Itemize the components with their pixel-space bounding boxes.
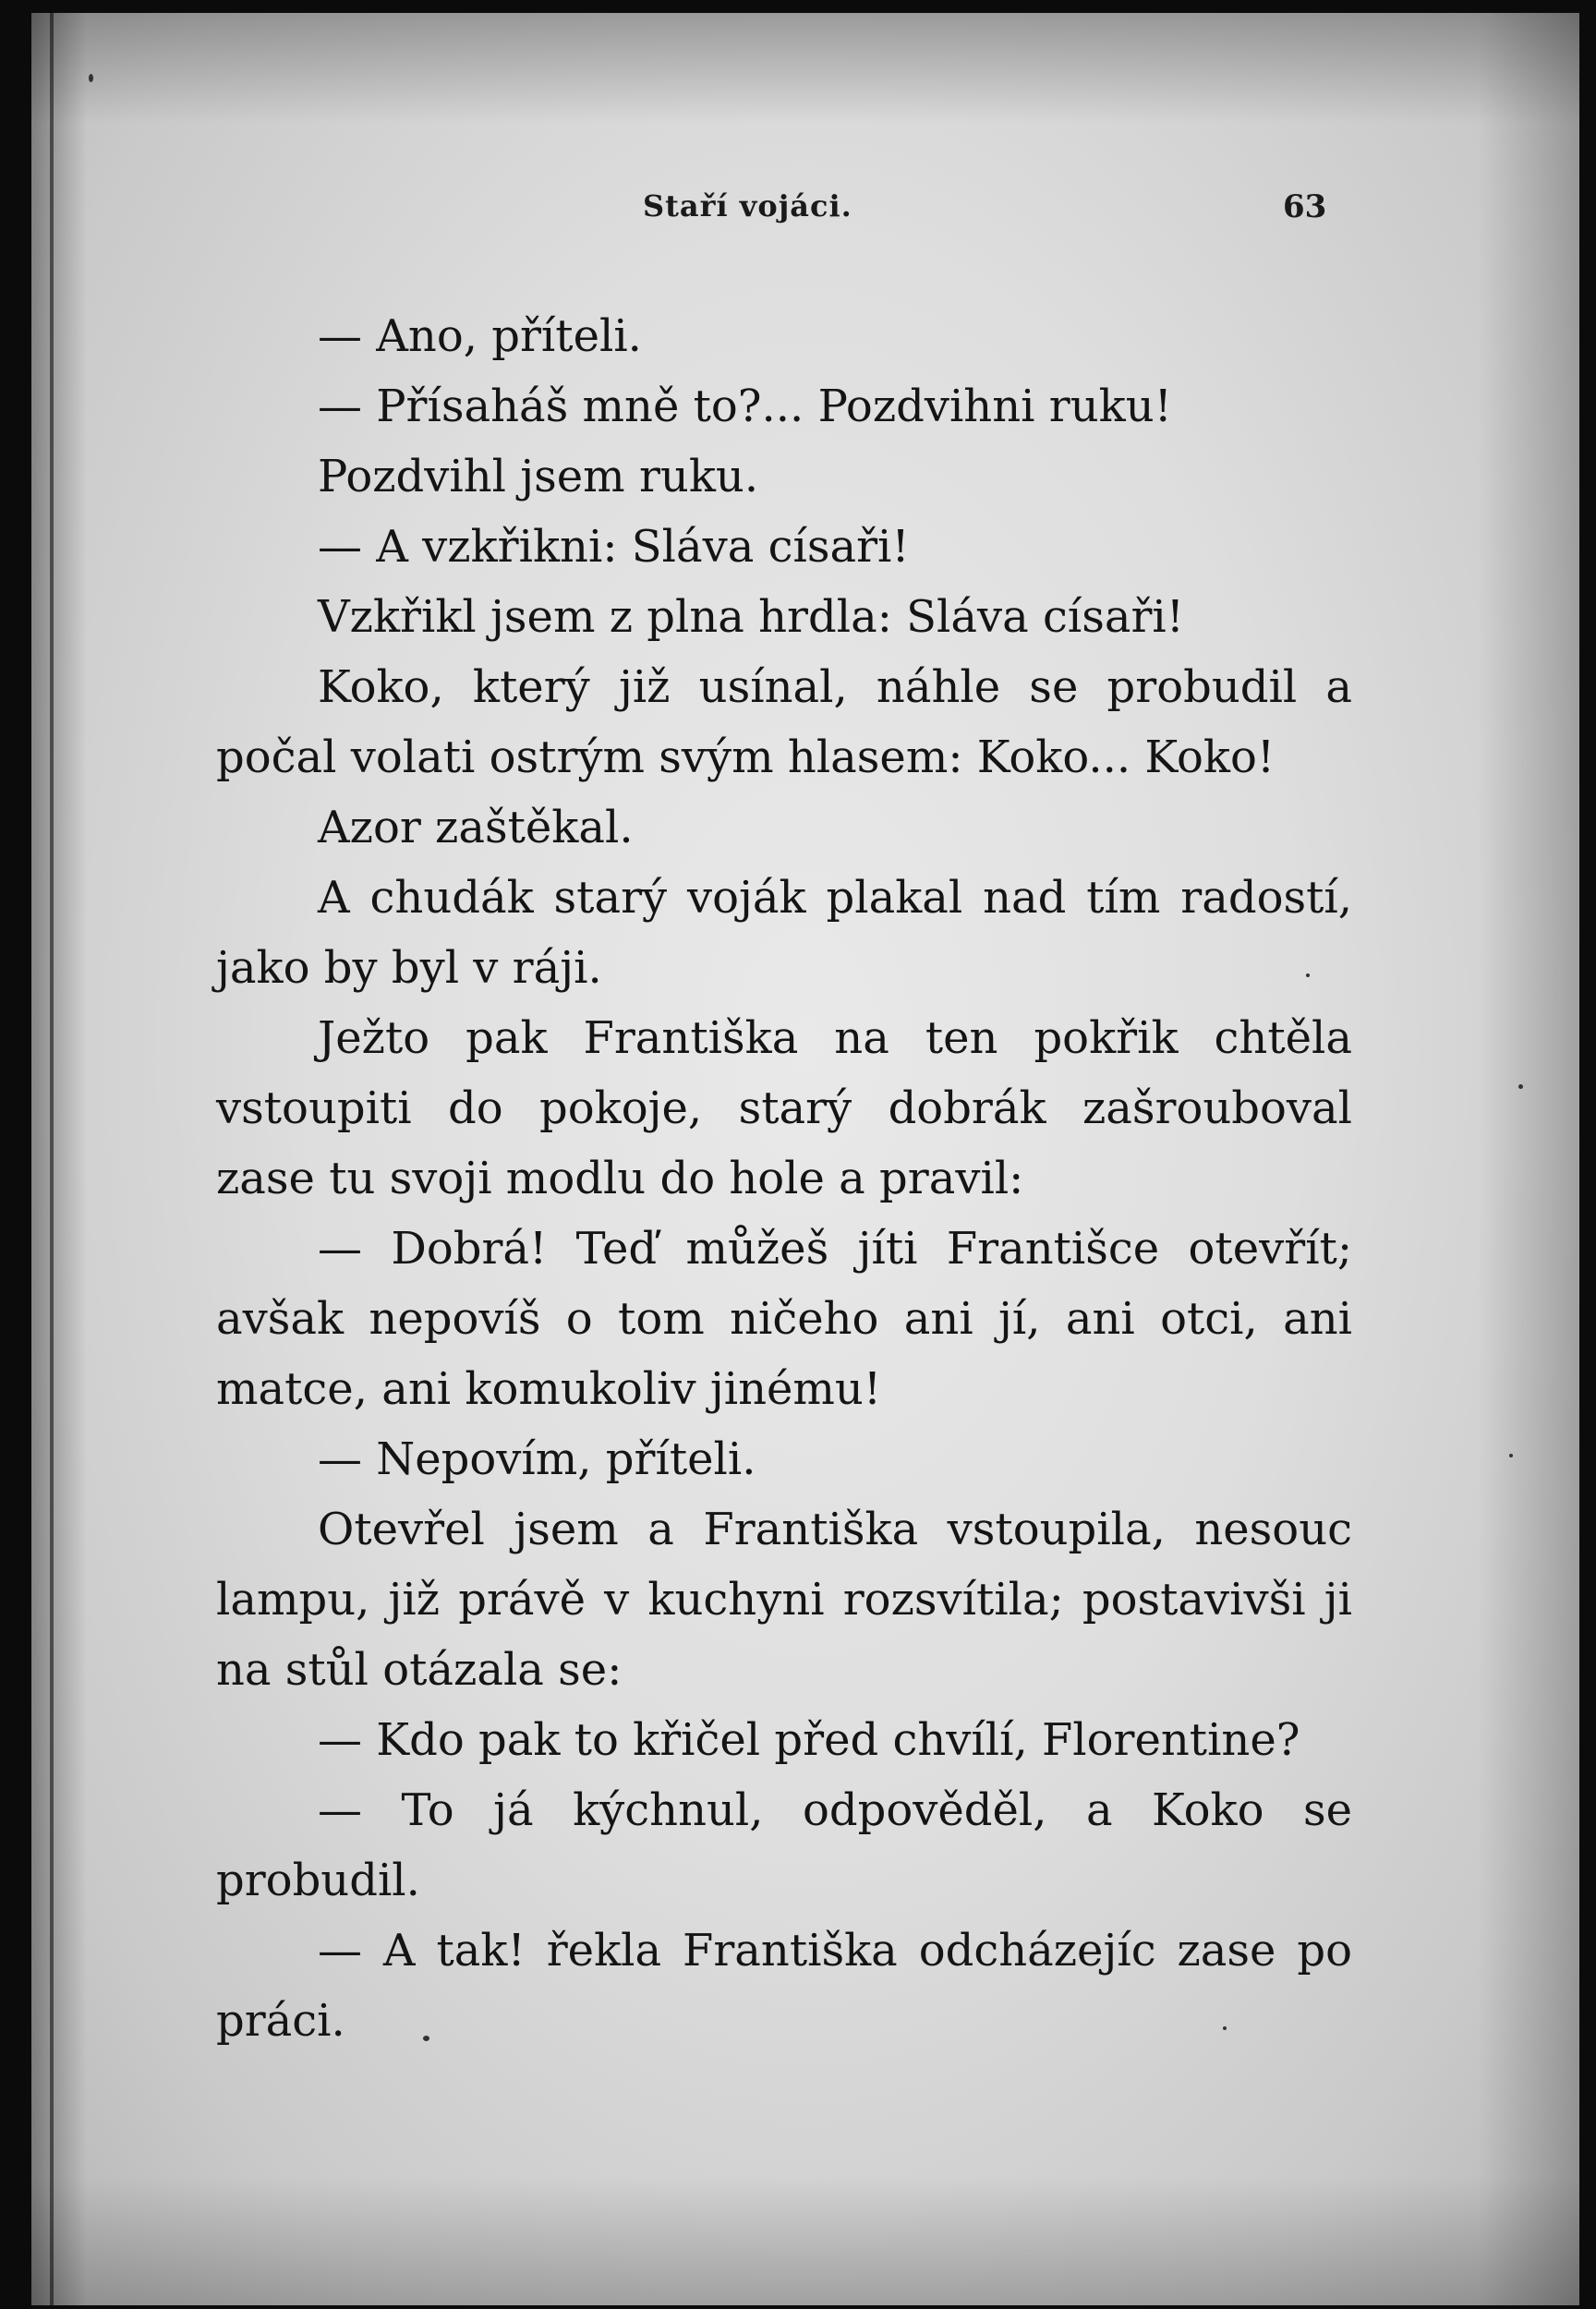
paragraph: A chudák starý voják plakal nad tím radostí, jako by byl v ráji. <box>216 872 1352 994</box>
paragraph: — A vzkřikni: Sláva císaři! <box>318 521 910 573</box>
book-page <box>31 13 1579 2305</box>
page-shadow-bottom <box>31 2176 1579 2305</box>
paragraph: Vzkřikl jsem z plna hrdla: Sláva císaři! <box>318 591 1185 643</box>
running-title: Staří vojáci. <box>643 188 852 224</box>
page-shadow-left <box>31 13 87 2305</box>
paragraph: Otevřel jsem a Františka vstoupila, nesouc lampu, již právě v kuchyni rozsvítila; postavivši ji na stůl otázala se: <box>216 1504 1352 1696</box>
paragraph: — Nepovím, příteli. <box>318 1433 756 1485</box>
page-number: 63 <box>1283 188 1327 225</box>
paper-speck <box>1509 1454 1513 1457</box>
paper-speck <box>1223 2026 1227 2030</box>
paper-speck <box>423 2036 429 2041</box>
paragraph: — Dobrá! Teď můžeš jíti Františce otevřít; avšak nepovíš o tom ničeho ani jí, ani otci, ani matce, ani komukoliv jinému! <box>216 1223 1352 1415</box>
paper-speck <box>1518 1084 1523 1089</box>
paper-speck <box>1306 973 1310 977</box>
page-shadow-top <box>31 13 1579 124</box>
paragraph: — A tak! řekla Františka odcházejíc zase po práci. <box>216 1925 1352 2047</box>
paragraph: Koko, který již usínal, náhle se probudil a počal volati ostrým svým hlasem: Koko... Koko! <box>216 661 1352 783</box>
page-header <box>31 188 1579 235</box>
paragraph: Pozdvihl jsem ruku. <box>318 451 759 502</box>
paragraph: — Přísaháš mně to?... Pozdvihni ruku! <box>318 381 1172 432</box>
paper-speck <box>89 74 93 82</box>
paragraph: — To já kýchnul, odpověděl, a Koko se probudil. <box>216 1784 1352 1906</box>
paragraph: Ježto pak Františka na ten pokřik chtěla vstoupiti do pokoje, starý dobrák zašrouboval zase tu svoji modlu do hole a pravil: <box>216 1012 1352 1204</box>
paragraph: — Ano, příteli. <box>318 310 642 362</box>
page-shadow-right <box>1478 13 1579 2305</box>
paragraph: — Kdo pak to křičel před chvílí, Florentine? <box>318 1714 1300 1766</box>
body-text <box>216 301 1352 2056</box>
paragraph: Azor zaštěkal. <box>318 802 634 853</box>
